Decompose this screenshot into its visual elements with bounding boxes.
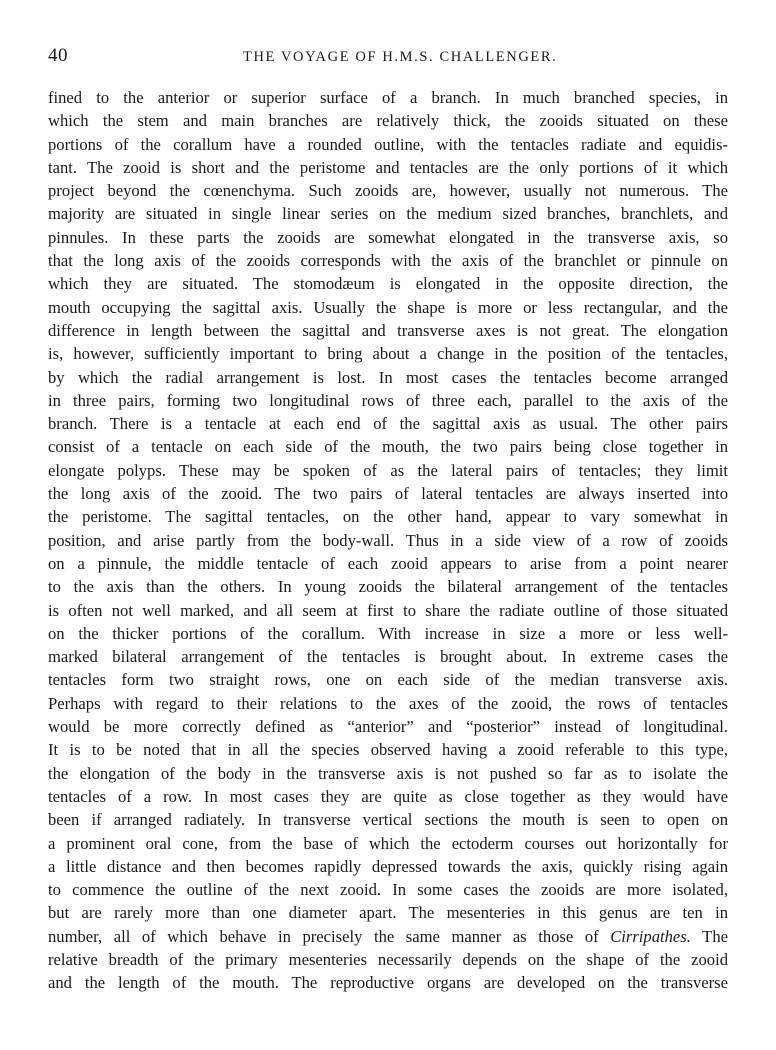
text-line: by which the radial arrangement is lost. In most cases the tentacles become arranged (48, 367, 728, 387)
page-number: 40 (48, 45, 68, 66)
text-line-with-genus (48, 925, 728, 948)
text-line: It is to be noted that in all the species observed having a zooid referable to this type, (48, 740, 728, 760)
text-line: a prominent oral cone, from the base of which the ectoderm courses out horizontally for (48, 833, 728, 853)
text-line: the elongation of the body in the transverse axis is not pushed so far as to isolate the (48, 763, 728, 783)
text-line: tant. The zooid is short and the peristome and tentacles are the only portions of it which (48, 157, 728, 177)
text-line: to the axis than the others. In young zooids the bilateral arrangement of the tentacles (48, 577, 728, 597)
text-line-start: number, all of which behave in precisely the same manner as those of (48, 926, 599, 946)
text-line: that the long axis of the zooids corresponds with the axis of the branchlet or pinnule on (48, 251, 728, 271)
text-line: on a pinnule, the middle tentacle of each zooid appears to arise from a point nearer (48, 553, 728, 573)
page-header (48, 44, 728, 68)
text-line: marked bilateral arrangement of the tentacles is brought about. In extreme cases the (48, 647, 728, 667)
text-line: would be more correctly defined as “anterior” and “posterior” instead of longitudinal. (48, 717, 728, 737)
running-title: THE VOYAGE OF H.M.S. CHALLENGER. (243, 49, 558, 65)
body-paragraph (48, 86, 728, 995)
text-line: been if arranged radiately. In transverse vertical sections the mouth is seen to open on (48, 810, 728, 830)
text-line: to commence the outline of the next zooid. In some cases the zooids are more isolated, (48, 880, 728, 900)
text-line: project beyond the cœnenchyma. Such zooids are, however, usually not numerous. The (48, 181, 728, 201)
text-line: which they are situated. The stomodæum is elongated in the opposite direction, the (48, 274, 728, 294)
text-line: majority are situated in single linear series on the medium sized branches, branchlets, and (48, 204, 728, 224)
text-line: in three pairs, forming two longitudinal rows of three each, parallel to the axis of the (48, 390, 728, 410)
text-line: which the stem and main branches are relatively thick, the zooids situated on these (48, 111, 728, 131)
text-line: mouth occupying the sagittal axis. Usually the shape is more or less rectangular, and the (48, 297, 728, 317)
text-line: on the thicker portions of the corallum. With increase in size a more or less well- (48, 623, 728, 643)
text-line: difference in length between the sagittal and transverse axes is not great. The elongation (48, 320, 728, 340)
text-line: is often not well marked, and all seem at first to share the radiate outline of those situated (48, 600, 728, 620)
text-line: is, however, sufficiently important to bring about a change in the position of the tentacles, (48, 344, 728, 364)
text-line: elongate polyps. These may be spoken of as the lateral pairs of tentacles; they limit (48, 460, 728, 480)
text-line: consist of a tentacle on each side of the mouth, the two pairs being close together in (48, 437, 728, 457)
text-line: and the length of the mouth. The reproductive organs are developed on the transverse (48, 973, 728, 993)
text-line: tentacles form two straight rows, one on each side of the median transverse axis. (48, 670, 728, 690)
text-line: branch. There is a tentacle at each end of the sagittal axis as usual. The other pairs (48, 414, 728, 434)
text-line: Perhaps with regard to their relations to the axes of the zooid, the rows of tentacles (48, 693, 728, 713)
text-line-tail: The (690, 926, 728, 946)
text-line: the peristome. The sagittal tentacles, on the other hand, appear to vary somewhat in (48, 507, 728, 527)
text-line: the long axis of the zooid. The two pairs of lateral tentacles are always inserted into (48, 484, 728, 504)
text-line: a little distance and then becomes rapidly depressed towards the axis, quickly rising again (48, 856, 728, 876)
text-line: tentacles of a row. In most cases they are quite as close together as they would have (48, 786, 728, 806)
genus-name-italic: Cirripathes. (610, 926, 691, 946)
text-line: pinnules. In these parts the zooids are somewhat elongated in the transverse axis, so (48, 227, 728, 247)
text-line: relative breadth of the primary mesenteries necessarily depends on the shape of the zooid (48, 949, 728, 969)
text-line: position, and arise partly from the body-wall. Thus in a side view of a row of zooids (48, 530, 728, 550)
text-line: portions of the corallum have a rounded outline, with the tentacles radiate and equidis- (48, 134, 728, 154)
text-line: but are rarely more than one diameter apart. The mesenteries in this genus are ten in (48, 903, 728, 923)
text-line: fined to the anterior or superior surface of a branch. In much branched species, in (48, 88, 728, 107)
